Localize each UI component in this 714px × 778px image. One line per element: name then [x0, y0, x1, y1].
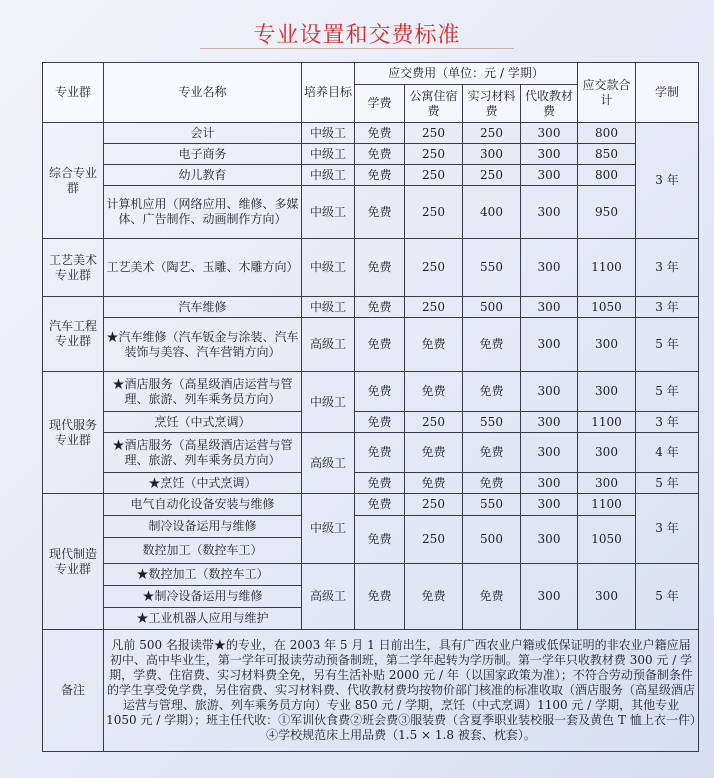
practice-cell: 500: [463, 297, 521, 318]
major-name: ★制冷设备运用与维修: [104, 586, 302, 608]
tuition-cell: 免费: [355, 473, 405, 494]
practice-cell: 550: [463, 239, 521, 297]
practice-cell: 免费: [463, 473, 521, 494]
major-name: ★数控加工（数控车工）: [104, 564, 302, 586]
header-total: 应交款合计: [578, 63, 636, 123]
duration-cell: 5 年: [636, 564, 699, 630]
level-cell: 中级工: [302, 165, 355, 186]
dorm-cell: 免费: [405, 564, 463, 630]
practice-cell: 250: [463, 123, 521, 144]
level-cell: 高级工: [302, 564, 355, 630]
table-row: [43, 297, 699, 318]
group-label: 现代制造专业群: [43, 494, 104, 630]
total-cell: 1100: [578, 239, 636, 297]
major-name: 会计: [104, 123, 302, 144]
header-practice: 实习材料费: [463, 85, 521, 123]
group-label: 现代服务专业群: [43, 372, 104, 494]
tuition-cell: 免费: [355, 165, 405, 186]
table-row: [43, 516, 699, 538]
level-cell: 中级工: [302, 144, 355, 165]
notes-text: 凡前 500 名报读带★的专业，在 2003 年 5 月 1 日前出生，具有广西农业户籍或低保证明的非农业户籍应届初中、高中毕业生，第一学年可报读劳动预备制班，第二学年起转为学历制。第一学年只收教材费 300 元 / 学期，学费、住宿费、实习材料费全免，另有生活补贴 2000 元 / 年（以国家政策为准）；不符合劳动预备制条件的学生享受免学费，另住宿费、实习材料费、代收教材费均按物价部门核准的标准收取（酒店服务（高星级酒店运营与管理、旅游、列车乘务员方向）专业 850 元 / 学期，烹饪（中式烹调）1100 元 / 学期，其他专业 1050 元 / 学期）；班主任代收：①军训伙食费②班会费③服装费（含夏季职业装校服一套及黄色 T 恤上衣一件）④学校规范床上用品费（1.5 × 1.8 被套、枕套）。: [104, 630, 699, 752]
dorm-cell: 250: [405, 144, 463, 165]
practice-cell: 250: [463, 165, 521, 186]
group-label: 汽车工程专业群: [43, 297, 104, 372]
duration-cell: 5 年: [636, 473, 699, 494]
dorm-cell: 免费: [405, 473, 463, 494]
total-cell: 1100: [578, 412, 636, 433]
agency-cell: 300: [521, 144, 578, 165]
tuition-cell: 免费: [355, 144, 405, 165]
total-cell: 850: [578, 144, 636, 165]
practice-cell: 免费: [463, 318, 521, 372]
level-cell: 高级工: [302, 318, 355, 372]
total-cell: 300: [578, 433, 636, 473]
table-row: [43, 318, 699, 372]
table-row: [43, 564, 699, 586]
level-cell: 中级工: [302, 239, 355, 297]
header-name: 专业名称: [104, 63, 302, 123]
level-cell: 中级工: [302, 186, 355, 239]
total-cell: 300: [578, 473, 636, 494]
table-row: [43, 412, 699, 433]
major-name: 工艺美术（陶艺、玉雕、木雕方向）: [104, 239, 302, 297]
header-dorm: 公寓住宿费: [405, 85, 463, 123]
group-label: 综合专业群: [43, 123, 104, 239]
header-agency: 代收教材费: [521, 85, 578, 123]
notes-label: 备注: [43, 630, 104, 752]
tuition-cell: 免费: [355, 516, 405, 564]
practice-cell: 550: [463, 412, 521, 433]
fee-table: [42, 62, 699, 752]
header-group: 专业群: [43, 63, 104, 123]
agency-cell: 300: [521, 123, 578, 144]
major-name: 幼儿教育: [104, 165, 302, 186]
group-label: 工艺美术专业群: [43, 239, 104, 297]
table-row: [43, 186, 699, 239]
dorm-cell: 250: [405, 239, 463, 297]
header-duration: 学制: [636, 63, 699, 123]
duration-cell: 3 年: [636, 123, 699, 239]
header-tuition: 学费: [355, 85, 405, 123]
major-name: 电子商务: [104, 144, 302, 165]
major-name: ★酒店服务（高星级酒店运营与管理、旅游、列车乘务员方向）: [104, 433, 302, 473]
total-cell: 1100: [578, 494, 636, 516]
tuition-cell: 免费: [355, 318, 405, 372]
agency-cell: 300: [521, 372, 578, 412]
notes-row: [43, 630, 699, 752]
table-row: [43, 372, 699, 412]
dorm-cell: 免费: [405, 318, 463, 372]
tuition-cell: 免费: [355, 564, 405, 630]
dorm-cell: 免费: [405, 433, 463, 473]
agency-cell: 300: [521, 165, 578, 186]
dorm-cell: 250: [405, 412, 463, 433]
practice-cell: 550: [463, 494, 521, 516]
tuition-cell: 免费: [355, 412, 405, 433]
total-cell: 300: [578, 564, 636, 630]
practice-cell: 500: [463, 516, 521, 564]
table-row: [43, 473, 699, 494]
level-cell: 中级工: [302, 494, 355, 564]
major-name: ★工业机器人应用与维护: [104, 608, 302, 630]
major-name: 烹饪（中式烹调）: [104, 412, 302, 433]
practice-cell: 免费: [463, 433, 521, 473]
agency-cell: 300: [521, 516, 578, 564]
tuition-cell: 免费: [355, 123, 405, 144]
tuition-cell: 免费: [355, 372, 405, 412]
agency-cell: 300: [521, 494, 578, 516]
major-name: ★酒店服务（高星级酒店运营与管理、旅游、列车乘务员方向）: [104, 372, 302, 412]
table-row: [43, 144, 699, 165]
practice-cell: 400: [463, 186, 521, 239]
practice-cell: 免费: [463, 372, 521, 412]
total-cell: 950: [578, 186, 636, 239]
tuition-cell: 免费: [355, 297, 405, 318]
dorm-cell: 250: [405, 516, 463, 564]
practice-cell: 免费: [463, 564, 521, 630]
total-cell: 300: [578, 372, 636, 412]
total-cell: 1050: [578, 297, 636, 318]
major-name: 计算机应用（网络应用、维修、多媒体、广告制作、动画制作方向）: [104, 186, 302, 239]
dorm-cell: 250: [405, 297, 463, 318]
level-cell: 中级工: [302, 297, 355, 318]
header-fees: 应交费用（单位：元 / 学期）: [355, 63, 578, 85]
agency-cell: 300: [521, 318, 578, 372]
major-name: 电气自动化设备安装与维修: [104, 494, 302, 516]
agency-cell: 300: [521, 433, 578, 473]
table-row: [43, 123, 699, 144]
total-cell: 300: [578, 318, 636, 372]
dorm-cell: 250: [405, 494, 463, 516]
duration-cell: 3 年: [636, 297, 699, 318]
agency-cell: 300: [521, 186, 578, 239]
level-cell: 中级工: [302, 123, 355, 144]
major-name: 制冷设备运用与维修: [104, 516, 302, 538]
major-name: ★汽车维修（汽车钣金与涂装、汽车装饰与美容、汽车营销方向）: [104, 318, 302, 372]
table-row: [43, 494, 699, 516]
agency-cell: 300: [521, 412, 578, 433]
major-name: 数控加工（数控车工）: [104, 538, 302, 564]
duration-cell: 4 年: [636, 433, 699, 473]
duration-cell: 5 年: [636, 318, 699, 372]
dorm-cell: 250: [405, 186, 463, 239]
duration-cell: 5 年: [636, 372, 699, 412]
agency-cell: 300: [521, 239, 578, 297]
tuition-cell: 免费: [355, 433, 405, 473]
header-level: 培养目标: [302, 63, 355, 123]
duration-cell: 3 年: [636, 494, 699, 564]
table-row: [43, 433, 699, 473]
table-row: [43, 165, 699, 186]
major-name: ★烹饪（中式烹调）: [104, 473, 302, 494]
duration-cell: 3 年: [636, 412, 699, 433]
tuition-cell: 免费: [355, 186, 405, 239]
tuition-cell: 免费: [355, 239, 405, 297]
title-divider: [200, 48, 514, 49]
duration-cell: 3 年: [636, 239, 699, 297]
agency-cell: 300: [521, 564, 578, 630]
agency-cell: 300: [521, 297, 578, 318]
dorm-cell: 250: [405, 123, 463, 144]
total-cell: 1050: [578, 516, 636, 564]
level-cell: 高级工: [302, 433, 355, 494]
level-cell: 中级工: [302, 372, 355, 433]
practice-cell: 300: [463, 144, 521, 165]
dorm-cell: 免费: [405, 372, 463, 412]
tuition-cell: 免费: [355, 494, 405, 516]
major-name: 汽车维修: [104, 297, 302, 318]
dorm-cell: 250: [405, 165, 463, 186]
agency-cell: 300: [521, 473, 578, 494]
total-cell: 800: [578, 123, 636, 144]
total-cell: 800: [578, 165, 636, 186]
page-title: 专业设置和交费标准: [253, 23, 461, 48]
table-row: [43, 239, 699, 297]
